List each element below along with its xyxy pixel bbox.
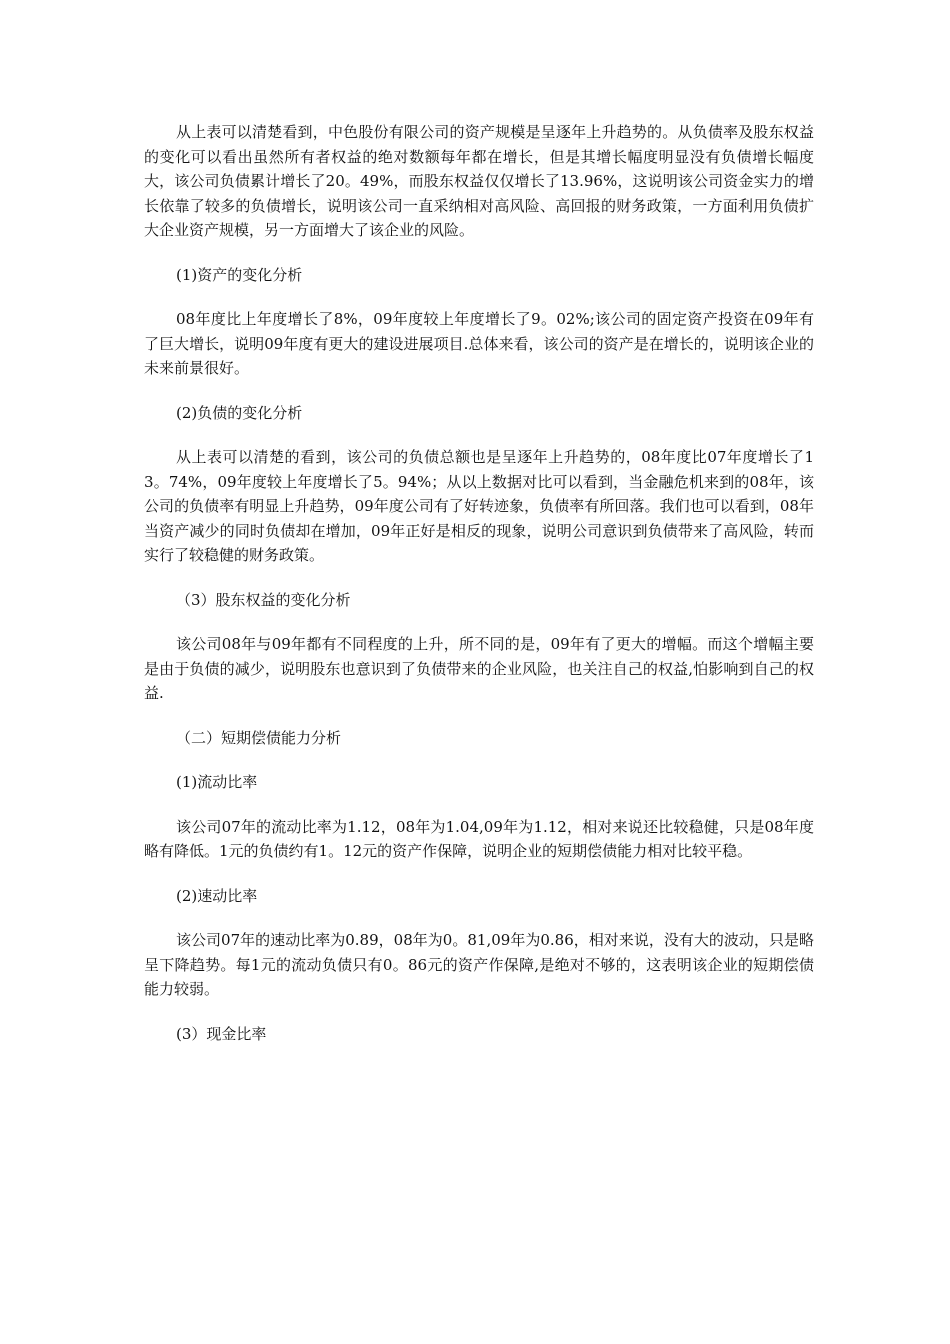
- heading-short-term-solvency: （二）短期偿债能力分析: [176, 728, 342, 747]
- heading-asset-change: (1)资产的变化分析: [176, 265, 303, 284]
- paragraph-equity-change: 该公司08年与09年都有不同程度的上升，所不同的是，09年有了更大的增幅。而这个增幅主要是由于负债的减少，说明股东也意识到了负债带来的企业风险，也关注自己的权益,怕影响到自己的权益.: [144, 635, 814, 702]
- paragraph-quick-ratio: 该公司07年的速动比率为0.89，08年为0。81,09年为0.86，相对来说，没有大的波动，只是略呈下降趋势。每1元的流动负债只有0。86元的资产作保障,是绝对不够的，这表明该企业的短期偿债能力较弱。: [144, 931, 814, 998]
- heading-quick-ratio: (2)速动比率: [176, 886, 258, 905]
- heading-current-ratio: (1)流动比率: [176, 773, 258, 791]
- paragraph-current-ratio: 该公司07年的流动比率为1.12，08年为1.04,09年为1.12，相对来说还比较稳健，只是08年度略有降低。1元的负债约有1。12元的资产作保障，说明企业的短期偿债能力相对比较平稳。: [144, 817, 814, 860]
- heading-cash-ratio: (3）现金比率: [176, 1024, 267, 1043]
- paragraph-asset-change: 08年度比上年度增长了8%，09年度较上年度增长了9。02%;该公司的固定资产投资在09年有了巨大增长，说明09年度有更大的建设进展项目.总体来看，该公司的资产是在增长的，说明该企业的未来前景很好。: [144, 310, 814, 377]
- heading-equity-change: （3）股东权益的变化分析: [176, 590, 351, 609]
- document-body: [144, 120, 814, 1066]
- paragraph-asset-scale-summary: 从上表可以清楚看到，中色股份有限公司的资产规模是呈逐年上升趋势的。从负债率及股东权益的变化可以看出虽然所有者权益的绝对数额每年都在增长，但是其增长幅度明显没有负债增长幅度大，该公司负债累计增长了20。49%，而股东权益仅仅增长了13.96%，这说明该公司资金实力的增长依靠了较多的负债增长，说明该公司一直采纳相对高风险、高回报的财务政策，一方面利用负债扩大企业资产规模，另一方面增大了该企业的风险。: [144, 123, 814, 239]
- paragraph-liability-change: 从上表可以清楚的看到，该公司的负债总额也是呈逐年上升趋势的，08年度比07年度增长了13。74%，09年度较上年度增长了5。94%；从以上数据对比可以看到，当金融危机来到的08年，该公司的负债率有明显上升趋势，09年度公司有了好转迹象，负债率有所回落。我们也可以看到，08年当资产减少的同时负债却在增加，09年正好是相反的现象，说明公司意识到负债带来了高风险，转而实行了较稳健的财务政策。: [144, 448, 814, 564]
- heading-liability-change: (2)负债的变化分析: [176, 403, 303, 422]
